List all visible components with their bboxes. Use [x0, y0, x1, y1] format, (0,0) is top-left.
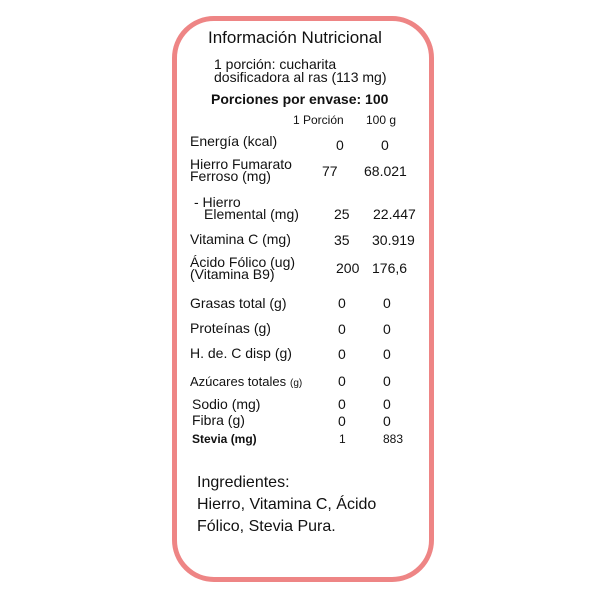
row-label-line: - Hierro	[194, 194, 241, 210]
ingredients-heading: Ingredientes:	[197, 474, 290, 491]
row-value-serving-carbohidratos: 0	[338, 346, 346, 362]
row-value-serving-hierro-elemental: 25	[334, 206, 350, 222]
row-value-per100-acido-folico: 176,6	[372, 260, 408, 276]
label-title: Información Nutricional	[208, 28, 382, 47]
row-value-serving-energia: 0	[336, 137, 344, 153]
row-value-per100-sodio: 0	[383, 396, 391, 412]
row-label-stevia: Stevia (mg)	[192, 432, 257, 446]
row-label-line: Hierro Fumarato	[190, 156, 292, 172]
row-label-fibra: Fibra (g)	[192, 412, 245, 428]
row-label-hierro-elemental	[194, 196, 299, 220]
row-label-line: Ácido Fólico (ug)	[190, 254, 296, 270]
row-label-energia: Energía (kcal)	[190, 133, 278, 149]
row-label-proteinas: Proteínas (g)	[190, 320, 271, 336]
row-value-per100-vitamina-c: 30.919	[372, 232, 415, 248]
column-header-per-serving: 1 Porción	[293, 113, 344, 127]
row-value-serving-azucares: 0	[338, 373, 346, 389]
row-value-per100-hierro-fumarato: 68.021	[364, 163, 407, 179]
ingredients-line-2: Fólico, Stevia Pura.	[197, 518, 336, 535]
serving-size-line-2: dosificadora al ras (113 mg)	[214, 69, 387, 85]
row-label-acido-folico	[190, 256, 295, 280]
row-value-serving-proteinas: 0	[338, 321, 346, 337]
row-value-serving-grasas: 0	[338, 295, 346, 311]
row-value-per100-hierro-elemental: 22.447	[373, 206, 416, 222]
row-label-vitamina-c: Vitamina C (mg)	[190, 231, 291, 247]
row-label-hierro-fumarato	[190, 158, 292, 182]
row-value-serving-stevia: 1	[339, 432, 346, 446]
row-value-per100-stevia: 883	[383, 432, 404, 446]
row-value-serving-hierro-fumarato: 77	[322, 163, 338, 179]
row-label-line: Elemental (mg)	[204, 206, 299, 222]
row-label-carbohidratos: H. de. C disp (g)	[190, 345, 292, 361]
row-value-per100-energia: 0	[381, 137, 389, 153]
row-label-main: Azúcares totales	[190, 374, 287, 389]
row-label-line: (Vitamina B9)	[190, 266, 275, 282]
row-label-line: Ferroso (mg)	[190, 168, 271, 184]
serving-size-line-1: 1 porción: cucharita	[214, 56, 337, 72]
row-value-per100-fibra: 0	[383, 413, 391, 429]
row-value-serving-fibra: 0	[338, 413, 346, 429]
ingredients-line-1: Hierro, Vitamina C, Ácido	[197, 496, 377, 513]
servings-per-container: Porciones por envase: 100	[211, 91, 389, 107]
row-value-per100-carbohidratos: 0	[383, 346, 391, 362]
row-value-serving-vitamina-c: 35	[334, 232, 350, 248]
row-value-per100-grasas: 0	[383, 295, 391, 311]
row-label-azucares	[190, 374, 302, 391]
column-header-per-100g: 100 g	[366, 113, 397, 127]
row-label-unit: (g)	[290, 378, 303, 389]
row-value-serving-acido-folico: 200	[336, 260, 360, 276]
row-value-per100-proteinas: 0	[383, 321, 391, 337]
row-label-sodio: Sodio (mg)	[192, 396, 261, 412]
row-value-per100-azucares: 0	[383, 373, 391, 389]
row-value-serving-sodio: 0	[338, 396, 346, 412]
row-label-grasas: Grasas total (g)	[190, 295, 287, 311]
